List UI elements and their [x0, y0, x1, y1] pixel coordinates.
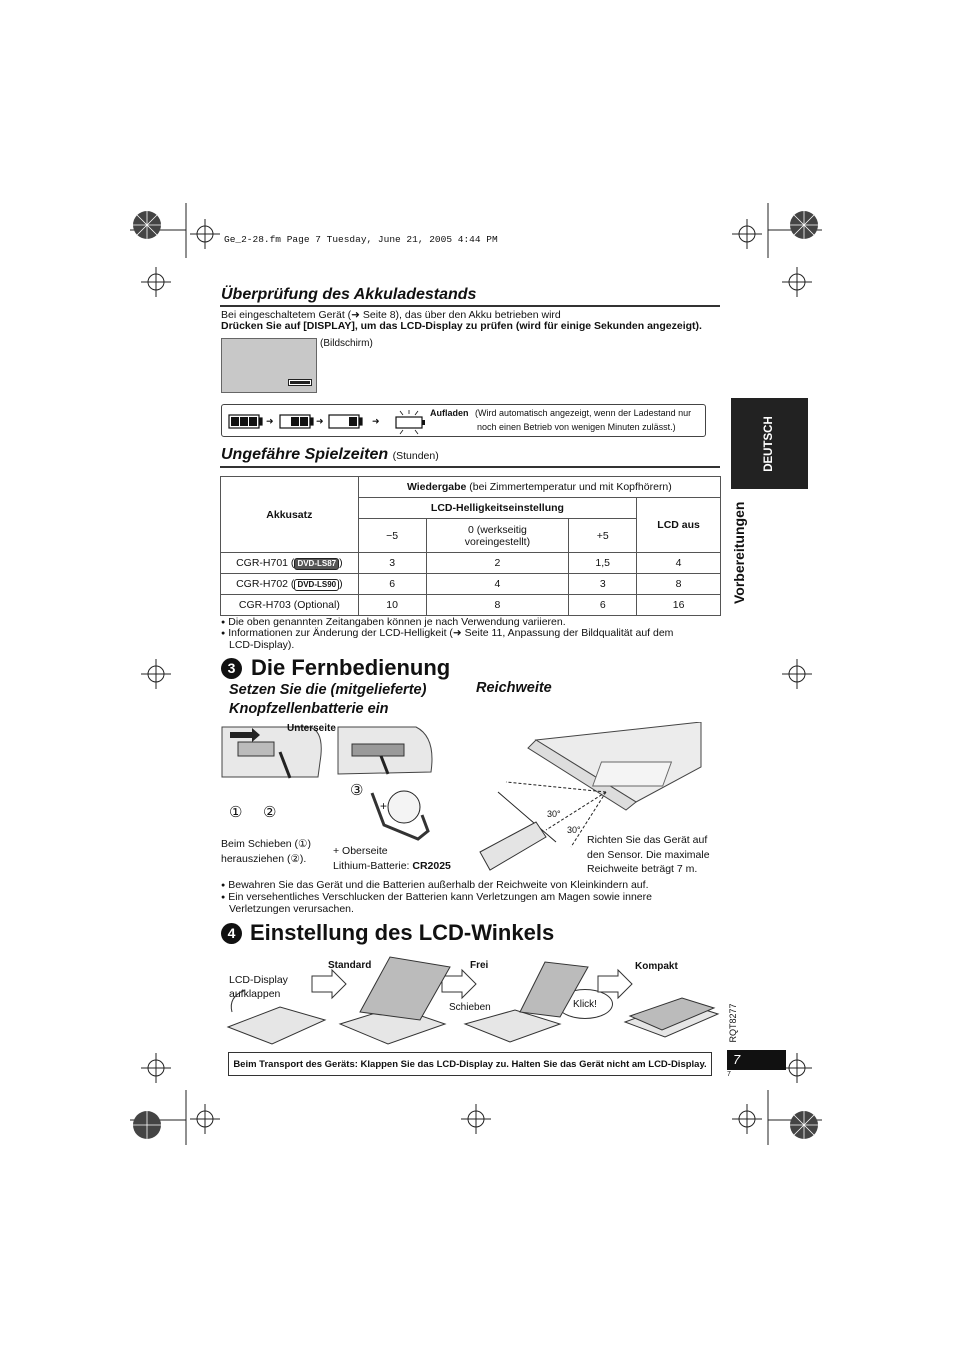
cell-value: 8 — [426, 595, 569, 616]
screen-illustration — [221, 338, 317, 393]
remote-heading — [221, 655, 450, 681]
cell-value: 2 — [426, 553, 569, 574]
charging-note-1: (Wird automatisch angezeigt, wenn der Ladestand nur — [475, 408, 692, 418]
cell-value: 16 — [637, 595, 721, 616]
coin-battery-holder-illustration — [366, 785, 436, 845]
open-lcd-label: LCD-Display aufklappen — [229, 974, 288, 1000]
page-number: 7 — [727, 1050, 786, 1070]
charging-label: Aufladen — [430, 408, 469, 418]
header-brightness: LCD-Helligkeitseinstellung — [358, 498, 636, 519]
step-number-3: 3 — [221, 658, 242, 679]
battery-insert-subtitle: Setzen Sie die (mitgelieferte) Knopfzellenbatterie ein — [229, 682, 427, 717]
table-row — [221, 574, 721, 595]
table-row — [221, 595, 721, 616]
arrow-1: ➜ — [266, 416, 274, 426]
note-2: ● Informationen zur Änderung der LCD-Helligkeit (➜ Seite 11, Anpassung der Bildqualität auf dem — [221, 627, 673, 641]
document-code: RQT8277 — [728, 1003, 738, 1043]
language-label: DEUTSCH — [763, 416, 775, 472]
cell-value: 3 — [569, 574, 637, 595]
play-times-title: Ungefähre Spielzeiten — [221, 446, 389, 463]
transport-note: Beim Transport des Geräts: Klappen Sie das LCD-Display zu. Halten Sie das Gerät nicht am LCD-Display. — [228, 1052, 712, 1076]
play-times-unit: (Stunden) — [392, 450, 439, 462]
page-number-small: 7 — [727, 1071, 731, 1078]
language-tab — [731, 398, 808, 489]
remote-title: Die Fernbedienung — [251, 655, 451, 680]
standard-label: Standard — [328, 960, 372, 971]
play-times-rule — [220, 466, 720, 468]
step-number-4: 4 — [221, 923, 242, 944]
play-times-heading — [221, 446, 439, 464]
empty-battery-blinking-icon — [394, 409, 428, 435]
note-2-cont: LCD-Display). — [229, 639, 295, 651]
header-zero: 0 (werkseitig voreingestellt) — [426, 519, 569, 553]
battery-levels-box — [221, 404, 706, 437]
file-header: Ge_2-28.fm Page 7 Tuesday, June 21, 2005 4:44 PM — [224, 234, 498, 245]
charging-note-2: noch einen Betrieb von wenigen Minuten zulässt.) — [477, 422, 676, 432]
warning-2: ● Ein versehentliches Verschlucken der Batterien kann Verletzungen am Magen sowie innere — [221, 891, 652, 905]
battery-indicator-icon — [288, 379, 312, 386]
cell-value: 3 — [358, 553, 426, 574]
screen-label: (Bildschirm) — [320, 338, 373, 349]
row-battery-name: CGR-H701 ( DVD-LS87 ) — [221, 553, 359, 574]
free-label: Frei — [470, 960, 489, 971]
header-lcd-off: LCD aus — [637, 498, 721, 553]
lithium-battery-label: Lithium-Batterie: CR2025 — [333, 860, 451, 872]
slide-instruction-1: Beim Schieben (①) — [221, 838, 311, 850]
click-bubble: Klick! — [557, 989, 613, 1019]
step-3-marker: ③ — [350, 782, 364, 799]
note-1: ● Die oben genannten Zeitangaben können je nach Verwendung variieren. — [221, 616, 566, 630]
battery-check-intro: Bei eingeschaltetem Gerät (➜ Seite 8), das über den Akku betrieben wird — [221, 309, 561, 321]
step-1-marker: ① — [229, 804, 243, 821]
cell-value: 4 — [637, 553, 721, 574]
row-battery-name: CGR-H702 ( DVD-LS90 ) — [221, 574, 359, 595]
play-times-table — [220, 476, 721, 616]
arrow-3: ➜ — [372, 416, 380, 426]
arrow-2: ➜ — [316, 416, 324, 426]
angle-label-2: 30° — [567, 825, 581, 835]
cell-value: 6 — [358, 574, 426, 595]
lcd-angle-illustrations — [220, 952, 720, 1052]
title-rule — [220, 305, 720, 307]
row-battery-name: CGR-H703 (Optional) — [221, 595, 359, 616]
battery-check-instruction: Drücken Sie auf [DISPLAY], um das LCD-Display zu prüfen (wird für einige Sekunden angezeigt). — [221, 320, 702, 332]
cell-value: 1,5 — [569, 553, 637, 574]
header-battery: Akkusatz — [221, 477, 359, 553]
slide-instruction-2: herausziehen (②). — [221, 853, 307, 865]
table-row — [221, 553, 721, 574]
cell-value: 4 — [426, 574, 569, 595]
slide-label: Schieben — [449, 1002, 491, 1013]
cell-value: 6 — [569, 595, 637, 616]
cell-value: 10 — [358, 595, 426, 616]
cell-value: 8 — [637, 574, 721, 595]
top-side-label: + Oberseite — [333, 845, 388, 857]
plus-sign: + — [380, 799, 388, 813]
header-minus5: −5 — [358, 519, 426, 553]
battery-check-title: Überprüfung des Akkuladestands — [221, 286, 477, 303]
compact-label: Kompakt — [635, 961, 678, 972]
lcd-angle-title: Einstellung des LCD-Winkels — [250, 920, 555, 945]
header-playback: Wiedergabe (bei Zimmertemperatur und mit Kopfhörern) — [358, 477, 720, 498]
step-2-marker: ② — [263, 804, 277, 821]
warning-2-cont: Verletzungen verursachen. — [229, 903, 354, 915]
range-subtitle: Reichweite — [476, 680, 552, 696]
header-plus5: +5 — [569, 519, 637, 553]
angle-label-1: 30° — [547, 809, 561, 819]
warning-1: ● Bewahren Sie das Gerät und die Batterien außerhalb der Reichweite von Kleinkindern auf. — [221, 879, 649, 893]
aim-instructions: Richten Sie das Gerät auf den Sensor. Die maximale Reichweite beträgt 7 m. — [587, 834, 710, 875]
battery-slot-illustration — [336, 722, 436, 780]
underside-label: Unterseite — [287, 723, 336, 734]
lcd-angle-heading — [221, 920, 554, 946]
section-label: Vorbereitungen — [731, 501, 747, 604]
